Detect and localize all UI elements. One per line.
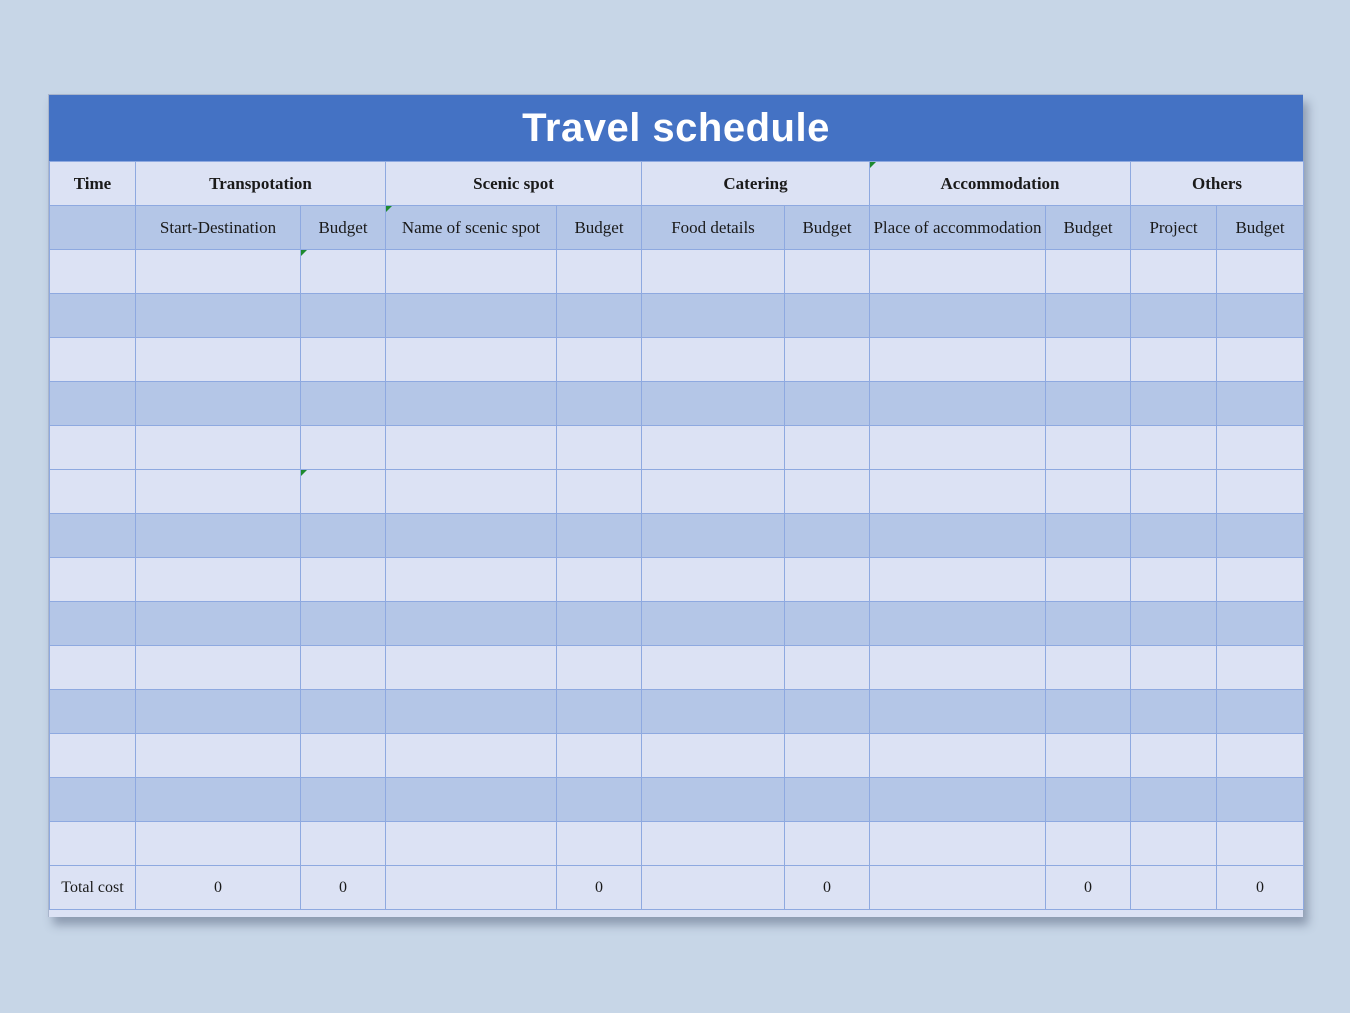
table-cell[interactable]	[301, 250, 386, 294]
table-cell[interactable]	[1217, 294, 1304, 338]
table-cell[interactable]	[386, 338, 557, 382]
table-cell[interactable]	[386, 646, 557, 690]
table-cell[interactable]	[785, 514, 870, 558]
table-cell[interactable]	[386, 514, 557, 558]
table-row	[50, 294, 1304, 338]
table-cell[interactable]	[785, 646, 870, 690]
table-row	[50, 646, 1304, 690]
sub-header-scenic-spot-name[interactable]: Name of scenic spot	[386, 206, 557, 250]
total-cell[interactable]: 0	[1217, 866, 1304, 910]
table-cell[interactable]	[386, 426, 557, 470]
table-cell[interactable]	[50, 470, 136, 514]
table-cell[interactable]	[1217, 646, 1304, 690]
table-cell[interactable]	[386, 382, 557, 426]
table-cell[interactable]	[136, 646, 301, 690]
table-cell[interactable]	[136, 734, 301, 778]
table-row	[50, 338, 1304, 382]
sub-header-others-budget[interactable]: Budget	[1217, 206, 1304, 250]
table-cell[interactable]	[642, 602, 785, 646]
table-cell[interactable]	[136, 822, 301, 866]
table-cell[interactable]	[642, 294, 785, 338]
sub-header-accommodation-budget[interactable]: Budget	[1046, 206, 1131, 250]
table-cell[interactable]	[642, 250, 785, 294]
table-cell[interactable]	[1046, 558, 1131, 602]
table-cell[interactable]	[301, 558, 386, 602]
table-cell[interactable]	[301, 646, 386, 690]
table-cell[interactable]	[386, 470, 557, 514]
table-cell[interactable]	[870, 558, 1046, 602]
total-cell[interactable]	[870, 866, 1046, 910]
table-cell[interactable]	[301, 690, 386, 734]
table-cell[interactable]	[301, 602, 386, 646]
table-cell[interactable]	[386, 778, 557, 822]
table-cell[interactable]	[1217, 514, 1304, 558]
total-cell[interactable]	[386, 866, 557, 910]
table-cell[interactable]	[136, 602, 301, 646]
table-cell[interactable]	[1046, 470, 1131, 514]
table-cell[interactable]	[301, 338, 386, 382]
table-cell[interactable]	[50, 558, 136, 602]
sheet-title[interactable]: Travel schedule	[49, 95, 1303, 161]
table-cell[interactable]	[1046, 294, 1131, 338]
table-cell[interactable]	[1217, 382, 1304, 426]
table-cell[interactable]	[785, 558, 870, 602]
table-cell[interactable]	[870, 426, 1046, 470]
header-transportation[interactable]: Transpotation	[136, 162, 386, 206]
table-row	[50, 382, 1304, 426]
total-cell[interactable]	[1131, 866, 1217, 910]
table-cell[interactable]	[1131, 250, 1217, 294]
table-cell[interactable]	[136, 382, 301, 426]
table-cell[interactable]	[785, 690, 870, 734]
sub-header-project[interactable]: Project	[1131, 206, 1217, 250]
table-cell[interactable]	[1046, 382, 1131, 426]
table-cell[interactable]	[870, 778, 1046, 822]
table-cell[interactable]	[136, 558, 301, 602]
table-cell[interactable]	[136, 250, 301, 294]
table-cell[interactable]	[642, 646, 785, 690]
table-cell[interactable]	[870, 602, 1046, 646]
table-cell[interactable]	[557, 426, 642, 470]
table-cell[interactable]	[386, 250, 557, 294]
table-cell[interactable]	[301, 734, 386, 778]
table-cell[interactable]	[386, 822, 557, 866]
table-cell[interactable]	[50, 338, 136, 382]
table-cell[interactable]	[1046, 734, 1131, 778]
table-cell[interactable]	[1131, 602, 1217, 646]
table-cell[interactable]	[50, 294, 136, 338]
total-label[interactable]: Total cost	[50, 866, 136, 910]
table-row	[50, 470, 1304, 514]
table-cell[interactable]	[1217, 470, 1304, 514]
table-cell[interactable]	[136, 294, 301, 338]
table-cell[interactable]	[785, 250, 870, 294]
table-cell[interactable]	[557, 558, 642, 602]
table-cell[interactable]	[1131, 294, 1217, 338]
table-cell[interactable]	[642, 822, 785, 866]
table-cell[interactable]	[642, 470, 785, 514]
table-row	[50, 734, 1304, 778]
table-cell[interactable]	[785, 382, 870, 426]
table-cell[interactable]	[557, 690, 642, 734]
table-cell[interactable]	[136, 470, 301, 514]
table-row	[50, 690, 1304, 734]
table-cell[interactable]	[785, 470, 870, 514]
sub-header-scenic-budget[interactable]: Budget	[557, 206, 642, 250]
table-cell[interactable]	[136, 338, 301, 382]
sub-header-row	[50, 206, 1304, 250]
sub-header-time[interactable]	[50, 206, 136, 250]
table-cell[interactable]	[50, 602, 136, 646]
table-cell[interactable]	[1217, 426, 1304, 470]
table-cell[interactable]	[50, 822, 136, 866]
total-cell[interactable]: 0	[136, 866, 301, 910]
table-cell[interactable]	[642, 690, 785, 734]
table-cell[interactable]	[557, 602, 642, 646]
table-cell[interactable]	[1046, 822, 1131, 866]
table-cell[interactable]	[50, 514, 136, 558]
table-cell[interactable]	[557, 294, 642, 338]
table-cell[interactable]	[1046, 690, 1131, 734]
table-cell[interactable]	[642, 338, 785, 382]
table-cell[interactable]	[870, 822, 1046, 866]
table-cell[interactable]	[386, 734, 557, 778]
table-cell[interactable]	[1131, 470, 1217, 514]
table-row	[50, 822, 1304, 866]
table-cell[interactable]	[1131, 822, 1217, 866]
table-cell[interactable]	[870, 646, 1046, 690]
table-cell[interactable]	[785, 602, 870, 646]
total-cell[interactable]	[642, 866, 785, 910]
table-cell[interactable]	[642, 734, 785, 778]
table-cell[interactable]	[1131, 426, 1217, 470]
sub-header-catering-budget[interactable]: Budget	[785, 206, 870, 250]
table-cell[interactable]	[1131, 338, 1217, 382]
table-cell[interactable]	[1046, 426, 1131, 470]
table-cell[interactable]	[301, 426, 386, 470]
table-cell[interactable]	[785, 778, 870, 822]
header-catering[interactable]: Catering	[642, 162, 870, 206]
table-cell[interactable]	[136, 778, 301, 822]
table-cell[interactable]	[50, 426, 136, 470]
table-cell[interactable]	[557, 646, 642, 690]
table-cell[interactable]	[1217, 338, 1304, 382]
table-cell[interactable]	[1046, 778, 1131, 822]
table-cell[interactable]	[870, 514, 1046, 558]
data-rows	[50, 250, 1304, 866]
sub-header-food-details[interactable]: Food details	[642, 206, 785, 250]
table-cell[interactable]	[870, 382, 1046, 426]
table-row	[50, 558, 1304, 602]
table-cell[interactable]	[557, 734, 642, 778]
table-cell[interactable]	[557, 514, 642, 558]
table-cell[interactable]	[50, 690, 136, 734]
table-cell[interactable]	[50, 778, 136, 822]
table-cell[interactable]	[557, 382, 642, 426]
table-cell[interactable]	[642, 382, 785, 426]
table-cell[interactable]	[1046, 250, 1131, 294]
table-cell[interactable]	[642, 558, 785, 602]
table-cell[interactable]	[1131, 382, 1217, 426]
table-cell[interactable]	[1046, 514, 1131, 558]
table-cell[interactable]	[642, 426, 785, 470]
table-cell[interactable]	[1131, 646, 1217, 690]
total-row	[50, 866, 1304, 910]
table-cell[interactable]	[1217, 822, 1304, 866]
table-cell[interactable]	[870, 470, 1046, 514]
table-cell[interactable]	[557, 822, 642, 866]
table-cell[interactable]	[386, 294, 557, 338]
table-cell[interactable]	[1217, 250, 1304, 294]
table-cell[interactable]	[1217, 558, 1304, 602]
table-cell[interactable]	[1046, 646, 1131, 690]
table-cell[interactable]	[870, 690, 1046, 734]
sub-header-transport-budget[interactable]: Budget	[301, 206, 386, 250]
table-cell[interactable]	[386, 690, 557, 734]
table-cell[interactable]	[557, 250, 642, 294]
table-cell[interactable]	[785, 426, 870, 470]
table-cell[interactable]	[785, 294, 870, 338]
table-cell[interactable]	[386, 558, 557, 602]
sub-header-start-destination[interactable]: Start-Destination	[136, 206, 301, 250]
table-cell[interactable]	[785, 338, 870, 382]
table-cell[interactable]	[870, 338, 1046, 382]
table-cell[interactable]	[1131, 778, 1217, 822]
total-cell[interactable]: 0	[1046, 866, 1131, 910]
table-cell[interactable]	[1131, 690, 1217, 734]
header-others[interactable]: Others	[1131, 162, 1304, 206]
table-cell[interactable]	[136, 514, 301, 558]
travel-schedule-table	[49, 161, 1304, 910]
table-cell[interactable]	[785, 734, 870, 778]
table-row	[50, 602, 1304, 646]
sub-header-accommodation-place[interactable]: Place of accommodation	[870, 206, 1046, 250]
table-cell[interactable]	[642, 514, 785, 558]
table-cell[interactable]	[386, 602, 557, 646]
table-cell[interactable]	[870, 250, 1046, 294]
table-cell[interactable]	[136, 690, 301, 734]
table-cell[interactable]	[50, 250, 136, 294]
table-cell[interactable]	[1046, 338, 1131, 382]
table-cell[interactable]	[301, 470, 386, 514]
table-cell[interactable]	[557, 338, 642, 382]
table-cell[interactable]	[870, 734, 1046, 778]
table-cell[interactable]	[1131, 734, 1217, 778]
table-cell[interactable]	[557, 778, 642, 822]
table-cell[interactable]	[1217, 602, 1304, 646]
total-cell[interactable]: 0	[301, 866, 386, 910]
table-cell[interactable]	[50, 734, 136, 778]
group-header-row	[50, 162, 1304, 206]
table-row	[50, 426, 1304, 470]
table-cell[interactable]	[136, 426, 301, 470]
table-cell[interactable]	[301, 382, 386, 426]
table-row	[50, 514, 1304, 558]
table-cell[interactable]	[1217, 734, 1304, 778]
table-row	[50, 250, 1304, 294]
table-cell[interactable]	[1217, 778, 1304, 822]
table-cell[interactable]	[301, 514, 386, 558]
table-cell[interactable]	[301, 778, 386, 822]
table-cell[interactable]	[785, 822, 870, 866]
table-row	[50, 778, 1304, 822]
table-cell[interactable]	[557, 470, 642, 514]
table-cell[interactable]	[1217, 690, 1304, 734]
total-cell[interactable]: 0	[785, 866, 870, 910]
table-cell[interactable]	[1046, 602, 1131, 646]
table-cell[interactable]	[870, 294, 1046, 338]
table-cell[interactable]	[1131, 558, 1217, 602]
table-cell[interactable]	[1131, 514, 1217, 558]
header-accommodation[interactable]: Accommodation	[870, 162, 1131, 206]
header-scenic-spot[interactable]: Scenic spot	[386, 162, 642, 206]
table-cell[interactable]	[301, 294, 386, 338]
total-cell[interactable]: 0	[557, 866, 642, 910]
table-cell[interactable]	[50, 382, 136, 426]
table-cell[interactable]	[642, 778, 785, 822]
table-cell[interactable]	[301, 822, 386, 866]
spreadsheet	[48, 94, 1303, 917]
header-time[interactable]: Time	[50, 162, 136, 206]
table-cell[interactable]	[50, 646, 136, 690]
